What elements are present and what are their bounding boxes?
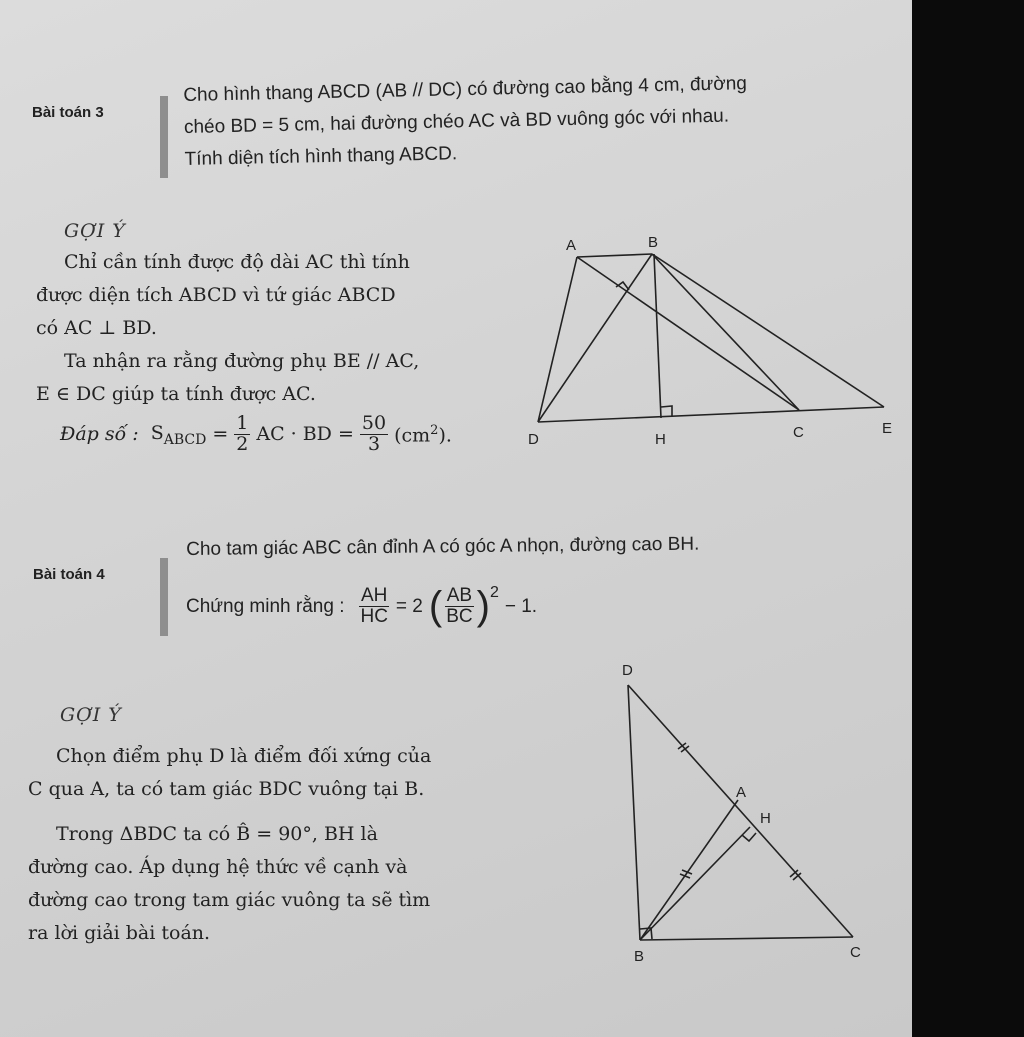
problem4-formula [186,584,537,629]
diagonal-AC [577,257,799,410]
problem4-line1: Cho tam giác ABC cân đỉnh A có góc A nhọn, đường cao BH. [186,533,700,560]
hint3-p1-l1: Chỉ cần tính được độ dài AC thì tính [64,251,410,273]
hint4-p2-l4: ra lời giải bài toán. [28,922,211,944]
answer-eq: = [212,423,229,446]
segment-BE [652,254,884,407]
formula-exp: 2 [489,584,499,601]
triangle-figure [610,655,880,975]
right-paren: ) [476,584,490,628]
result-den: 3 [367,432,381,455]
hint4-p2-l1: Trong ΔBDC ta có B̂ = 90°, BH là [56,823,378,845]
left-paren: ( [428,584,443,628]
label-A: A [736,784,747,801]
fraction-AH-HC [358,586,389,627]
segment-BC [652,254,799,410]
problem4-label: Bài toán 4 [33,566,105,583]
answer-sub: ABCD [163,431,207,448]
result-fraction [360,414,388,455]
hint4-p2-l2: đường cao. Áp dụng hệ thức về cạnh và [28,856,408,878]
altitude-BH [654,254,661,418]
hint3-title: GỢI Ý [64,220,126,242]
right-angle-H [661,406,672,417]
label-A: A [566,237,577,254]
frac1-den: HC [360,606,388,627]
label-H: H [655,431,666,448]
half-num: 1 [236,412,249,434]
trapezoid-figure [520,230,900,455]
label-C: C [850,944,861,961]
segment-AB [577,254,652,257]
segment-DB [628,685,640,940]
problem3-bar [160,96,168,178]
problem4-bar [160,558,168,636]
hint3-text [36,246,419,411]
frac1-num: AH [360,585,388,607]
answer-unit-sup: 2 [430,422,439,438]
label-H: H [760,810,771,827]
label-B: B [634,948,645,965]
hint3-p2-l2: E ∈ DC giúp ta tính được AC. [36,383,316,405]
segment-BA [640,800,738,940]
segment-DC [628,685,853,937]
label-D: D [622,662,633,679]
half-den: 2 [236,432,249,455]
hint4-p1-l2: C qua A, ta có tam giác BDC vuông tại B. [28,778,425,800]
hint3-answer [60,414,452,455]
formula-eq: = 2 [395,595,423,617]
problem3-line2: chéo BD = 5 cm, hai đường chéo AC và BD vuông góc với nhau. [183,105,730,138]
label-E: E [882,420,893,437]
segment-DE [538,407,884,422]
hint3-p1-l2: được diện tích ABCD vì tứ giác ABCD [36,284,396,306]
hint3-p1-l3: có AC ⊥ BD. [36,317,157,339]
problem4-prefix: Chứng minh rằng : [186,595,345,617]
problem3-line1: Cho hình thang ABCD (AB // DC) có đường cao bằng 4 cm, đường [183,73,748,106]
problem3-line3: Tính diện tích hình thang ABCD. [184,143,458,170]
segment-AD [538,257,577,422]
answer-prefix: Đáp số : [60,423,139,446]
problem3-label: Bài toán 3 [32,104,104,121]
hint4-p1-l1: Chọn điểm phụ D là điểm đối xứng của [56,745,432,767]
hint4-text [28,740,431,950]
answer-unit: (cm [394,424,431,447]
segment-BC [640,937,853,940]
problem3-statement [183,68,749,176]
answer-unit-end: ). [438,424,452,447]
half-fraction [234,414,250,455]
frac2-den: BC [446,606,473,627]
label-C: C [793,424,804,441]
hint4-title: GỢI Ý [60,704,122,726]
frac2-num: AB [446,585,473,607]
label-D: D [528,431,539,448]
hint4-p2-l3: đường cao trong tam giác vuông ta sẽ tìm [28,889,431,911]
answer-lhs: S [150,421,164,444]
hint3-p2-l1: Ta nhận ra rằng đường phụ BE // AC, [64,350,420,372]
answer-mid: AC · BD = [256,423,354,446]
diagonal-BD [538,254,652,422]
formula-tail: − 1. [504,595,538,617]
segment-BH [640,827,750,940]
label-B: B [648,234,659,251]
result-num: 50 [361,412,387,434]
fraction-AB-BC [444,586,474,627]
